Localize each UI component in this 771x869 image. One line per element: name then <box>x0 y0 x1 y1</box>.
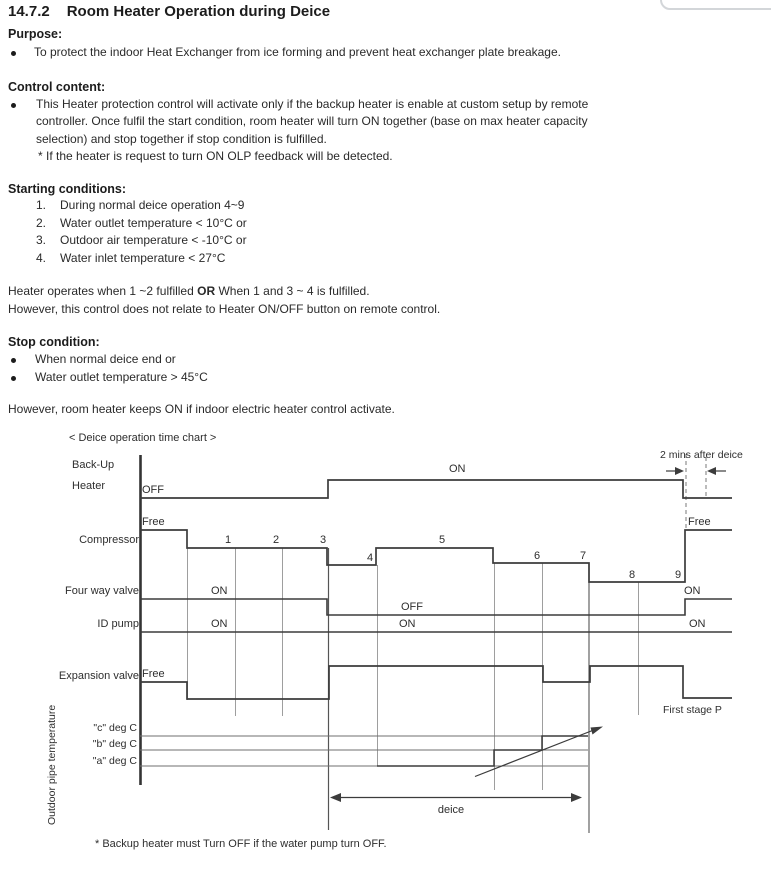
control-content-line: controller. Once fulfil the start condition, room heater will turn ON together (base on max heater capacity <box>36 114 588 128</box>
y-axis-label-outdoor-pipe-temperature: Outdoor pipe temperature <box>46 704 58 825</box>
stop-condition-heading: Stop condition: <box>8 335 100 349</box>
list-number: 1. <box>36 198 47 212</box>
deice-time-chart <box>0 430 771 869</box>
first-stage-p-label: First stage P <box>663 704 722 716</box>
phase-number-6: 6 <box>533 550 541 562</box>
row-label-temp-b: "b" deg C <box>92 738 137 750</box>
page-corner-border-fragment <box>660 0 771 10</box>
row-label-backup-1: Back-Up <box>72 459 115 471</box>
list-item <box>36 216 247 230</box>
chart-footnote: * Backup heater must Turn OFF if the water pump turn OFF. <box>95 838 387 850</box>
section-number: 14.7.2 <box>8 3 50 20</box>
backup-heater-trace <box>140 480 732 498</box>
temperature-rise-arrow <box>475 730 595 777</box>
phase-number-9: 9 <box>674 569 682 581</box>
pipe-temperature-staircase <box>377 736 588 766</box>
row-label-compressor: Compressor <box>79 534 139 546</box>
starting-conditions-heading: Starting conditions: <box>8 182 127 196</box>
phase-number-3: 3 <box>319 534 327 546</box>
rule-or: OR <box>197 284 216 298</box>
chart-title: < Deice operation time chart > <box>69 432 217 444</box>
bullet-icon <box>11 376 16 381</box>
four-way-valve-trace <box>140 599 732 615</box>
row-label-four-way-valve: Four way valve <box>65 585 139 597</box>
phase-number-2: 2 <box>272 534 280 546</box>
purpose-heading: Purpose: <box>8 27 63 41</box>
rule-pre: Heater operates when 1 ~2 fulfilled <box>8 284 198 298</box>
row-label-temp-c: "c" deg C <box>93 722 137 734</box>
fourway-on-right-label: ON <box>684 585 701 597</box>
compressor-free-right-label: Free <box>688 516 711 528</box>
rule-note: However, this control does not relate to Heater ON/OFF button on remote control. <box>8 302 441 316</box>
idpump-on-left-label: ON <box>211 618 228 630</box>
row-label-expansion-valve: Expansion valve <box>58 670 139 682</box>
list-item <box>36 251 225 265</box>
bullet-icon <box>11 51 16 56</box>
backup-off-label: OFF <box>142 484 164 496</box>
phase-number-1: 1 <box>224 534 232 546</box>
backup-on-label: ON <box>449 463 466 475</box>
bullet-icon <box>11 103 16 108</box>
two-mins-after-deice-label: 2 mins after deice <box>660 449 743 461</box>
phase-number-7: 7 <box>579 550 587 562</box>
compressor-free-left-label: Free <box>142 516 165 528</box>
list-item <box>36 198 244 212</box>
stop-bullet-text: Water outlet temperature > 45°C <box>35 370 208 384</box>
fourway-off-label: OFF <box>401 601 423 613</box>
list-number: 4. <box>36 251 47 265</box>
row-label-id-pump: ID pump <box>97 618 139 630</box>
list-text: Outdoor air temperature < -10°C or <box>60 233 247 247</box>
control-content-note: * If the heater is request to turn ON OLP feedback will be detected. <box>38 149 393 163</box>
idpump-on-right-label: ON <box>689 618 706 630</box>
row-label-backup-2: Heater <box>72 480 106 492</box>
list-text: Water outlet temperature < 10°C or <box>60 216 247 230</box>
list-item <box>36 233 247 247</box>
rule-post: When 1 and 3 ~ 4 is fulfilled. <box>215 284 370 298</box>
expansion-valve-trace <box>140 666 732 699</box>
list-number: 2. <box>36 216 47 230</box>
purpose-bullet-text: To protect the indoor Heat Exchanger from ice forming and prevent heat exchanger plate breakage. <box>34 45 561 59</box>
phase-number-5: 5 <box>438 534 446 546</box>
control-content-line: This Heater protection control will activate only if the backup heater is enable at custom setup by remote <box>36 97 589 111</box>
expansion-free-label: Free <box>142 668 165 680</box>
rule-line <box>8 284 370 298</box>
phase-number-8: 8 <box>628 569 636 581</box>
row-label-temp-a: "a" deg C <box>92 755 137 767</box>
time-chart-drawing <box>0 430 771 869</box>
fourway-on-left-label: ON <box>211 585 228 597</box>
stop-note: However, room heater keeps ON if indoor electric heater control activate. <box>8 402 395 416</box>
control-content-heading: Control content: <box>8 80 106 94</box>
idpump-on-mid-label: ON <box>399 618 416 630</box>
list-number: 3. <box>36 233 47 247</box>
section-title: Room Heater Operation during Deice <box>66 3 331 20</box>
list-text: Water inlet temperature < 27°C <box>60 251 226 265</box>
deice-span-label: deice <box>437 804 465 816</box>
page-title <box>8 3 330 20</box>
list-text: During normal deice operation 4~9 <box>60 198 245 212</box>
control-content-line: selection) and stop together if stop condition is fulfilled. <box>36 132 327 146</box>
stop-bullet-text: When normal deice end or <box>35 352 176 366</box>
bullet-icon <box>11 358 16 363</box>
phase-number-4: 4 <box>366 552 374 564</box>
